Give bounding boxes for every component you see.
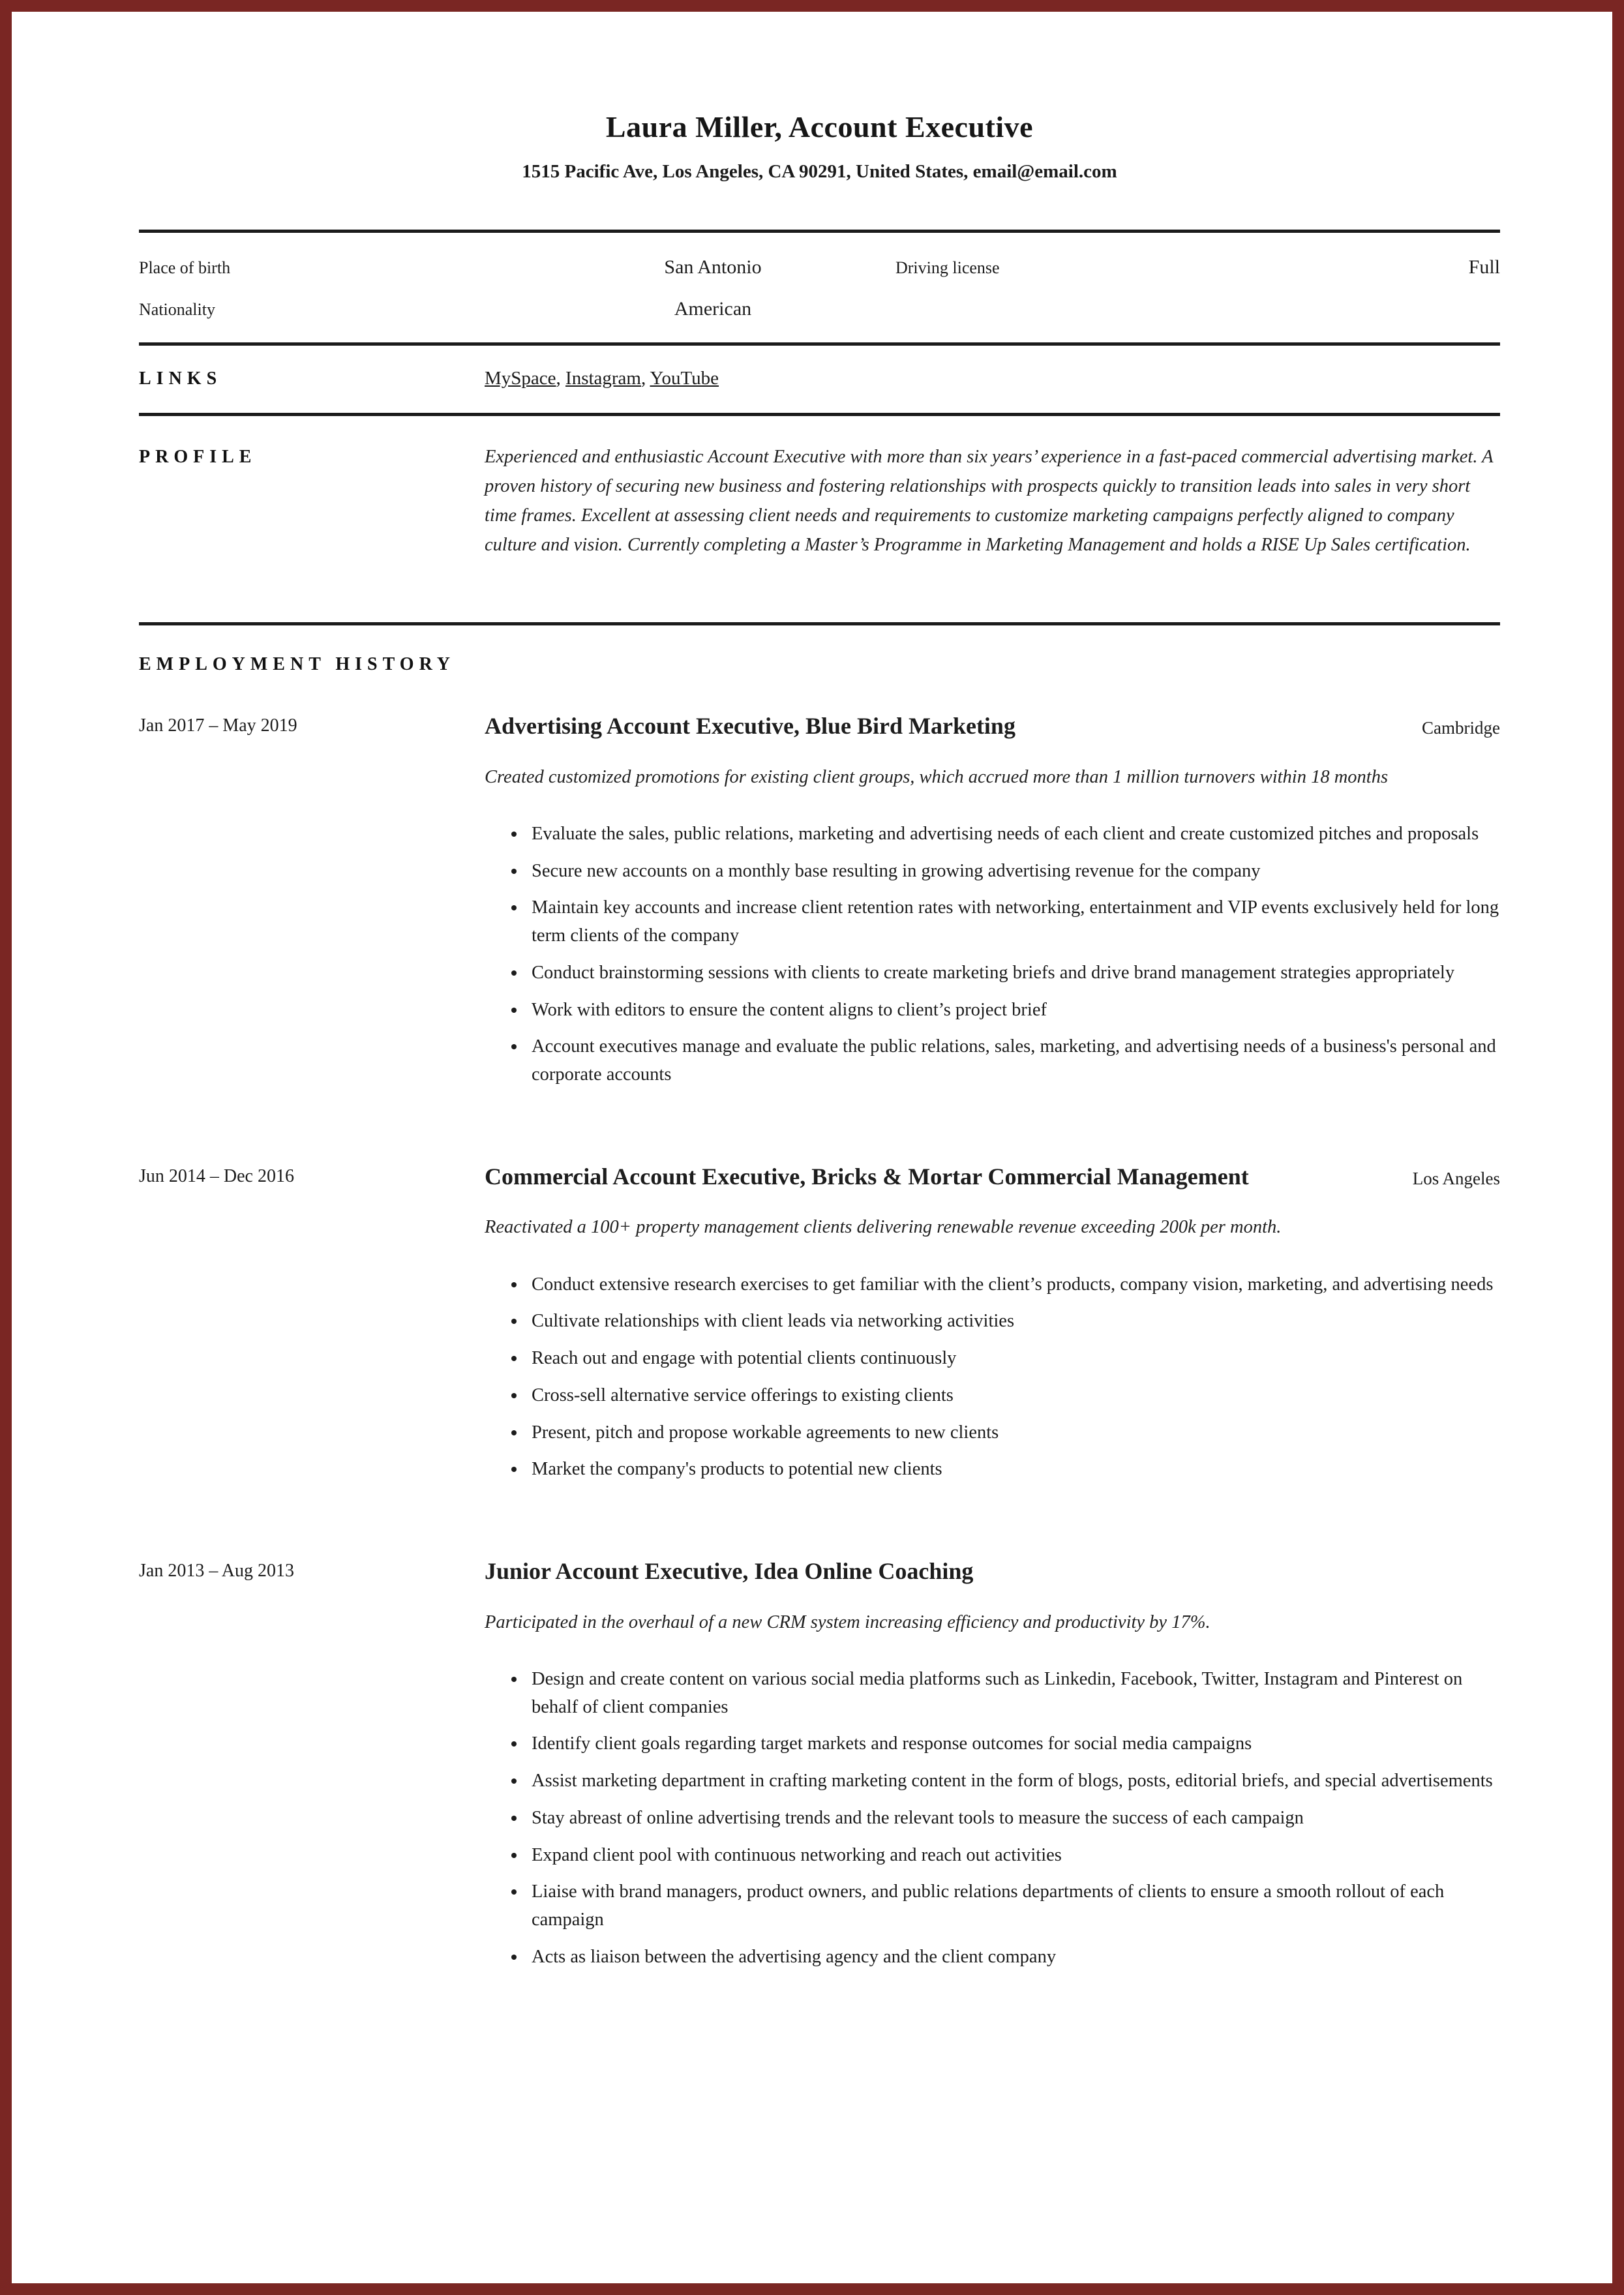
job-dates: Jun 2014 – Dec 2016 [139, 1165, 294, 1186]
bullet-item: • Account executives manage and evaluate the public relations, sales, marketing, and advertising needs of a business's personal and corporate accounts [526, 1033, 1500, 1089]
job-dates: Jan 2017 – May 2019 [139, 715, 297, 736]
links-heading: LINKS [139, 368, 222, 389]
bullet-item: • Design and create content on various social media platforms such as Linkedin, Facebook, Twitter, Instagram and Pinterest on behalf of client companies [526, 1666, 1500, 1722]
job-location: Cambridge [1422, 718, 1500, 738]
bullet-item: • Market the company's products to potential new clients [526, 1456, 1500, 1484]
job-entry [139, 710, 1500, 1098]
link-myspace[interactable]: MySpace [485, 368, 556, 389]
job-summary: Reactivated a 100+ property management clients delivering renewable revenue exceeding 200k per month. [485, 1217, 1282, 1238]
job-title-row [485, 710, 1500, 742]
job-location: Los Angeles [1412, 1168, 1500, 1188]
bullet-item: • Assist marketing department in crafting marketing content in the form of blogs, posts, editorial briefs, and special advertisements [526, 1767, 1500, 1795]
bullet-item: • Reach out and engage with potential clients continuously [526, 1345, 1500, 1373]
job-bullet-list [485, 820, 1500, 1089]
job-title-row [485, 1555, 1500, 1587]
job-main [485, 1555, 1500, 1981]
job-summary: Participated in the overhaul of a new CRM system increasing efficiency and productivity by 17%. [485, 1612, 1210, 1632]
bullet-item: • Conduct brainstorming sessions with clients to create marketing briefs and drive brand management strategies appropriately [526, 959, 1500, 987]
job-title: Advertising Account Executive, Blue Bird Marketing [485, 713, 1015, 740]
details-row-2 [139, 298, 1500, 320]
job-entry [139, 1555, 1500, 1981]
bullet-item: • Secure new accounts on a monthly base resulting in growing advertising revenue for the company [526, 858, 1500, 886]
bullet-item: • Maintain key accounts and increase client retention rates with networking, entertainment and VIP events exclusively held for long term clients of the company [526, 894, 1500, 950]
place-of-birth-label: Place of birth [139, 258, 231, 277]
driving-license-value: Full [1468, 256, 1500, 278]
job-summary: Created customized promotions for existing client groups, which accrued more than 1 million turnovers within 18 months [485, 766, 1389, 787]
job-entry [139, 1161, 1500, 1493]
bullet-item: • Expand client pool with continuous networking and reach out activities [526, 1842, 1500, 1870]
section-divider [139, 622, 1500, 625]
nationality-label: Nationality [139, 300, 215, 319]
job-title-row [485, 1161, 1500, 1193]
bullet-item: • Conduct extensive research exercises to get familiar with the client’s products, company vision, marketing, and advertising needs [526, 1271, 1500, 1299]
nationality-value: American [674, 298, 752, 320]
profile-text: Experienced and enthusiastic Account Executive with more than six years’ experience in a fast-paced commercial advertising market. A proven history of securing new business and fostering relationships with prospects quickly to transition leads into sales in very short time frames. Excellent at assessing client needs and requirements to customize marketing campaigns perfectly aligned to company culture and vision. Currently completing a Master’s Programme in Marketing Management and holds a RISE Up Sales certification. [485, 447, 1493, 556]
link-separator: , [556, 368, 566, 389]
details-row-1 [139, 256, 1500, 278]
bullet-item: • Work with editors to ensure the content aligns to client’s project brief [526, 997, 1500, 1025]
job-dates: Jan 2013 – Aug 2013 [139, 1561, 294, 1582]
profile-heading-column [139, 447, 485, 468]
profile-section [139, 416, 1500, 560]
links-section [139, 346, 1500, 413]
bullet-item: • Stay abreast of online advertising trends and the relevant tools to measure the success of each campaign [526, 1805, 1500, 1833]
links-heading-column [139, 368, 485, 389]
resume-content [12, 12, 1612, 1981]
bullet-item: • Present, pitch and propose workable agreements to new clients [526, 1419, 1500, 1447]
job-main [485, 1161, 1500, 1493]
bullet-item: • Acts as liaison between the advertising agency and the client company [526, 1943, 1500, 1972]
name-title: Laura Miller, Account Executive [605, 110, 1034, 143]
job-bullet-list [485, 1666, 1500, 1972]
job-bullet-list [485, 1271, 1500, 1484]
link-separator: , [641, 368, 650, 389]
links-list [485, 368, 1500, 389]
job-title: Commercial Account Executive, Bricks & Mortar Commercial Management [485, 1163, 1249, 1190]
driving-license-label: Driving license [895, 258, 1000, 277]
bullet-item: • Identify client goals regarding target markets and response outcomes for social media campaigns [526, 1730, 1500, 1758]
place-of-birth-value: San Antonio [664, 256, 762, 278]
link-instagram[interactable]: Instagram [565, 368, 641, 389]
employment-heading: EMPLOYMENT HISTORY [139, 654, 456, 675]
job-title: Junior Account Executive, Idea Online Coaching [485, 1558, 974, 1585]
bullet-item: • Liaise with brand managers, product owners, and public relations departments of clients to ensure a smooth rollout of each campaign [526, 1878, 1500, 1934]
bullet-item: • Cross-sell alternative service offerings to existing clients [526, 1382, 1500, 1410]
resume-header [139, 110, 1500, 183]
link-youtube[interactable]: YouTube [650, 368, 719, 389]
bullet-item: • Evaluate the sales, public relations, marketing and advertising needs of each client and create customized pitches and proposals [526, 820, 1500, 848]
contact-line: 1515 Pacific Ave, Los Angeles, CA 90291, United States, email@email.com [522, 161, 1117, 182]
details-section [139, 233, 1500, 342]
job-main [485, 710, 1500, 1098]
profile-heading: PROFILE [139, 447, 257, 467]
bullet-item: • Cultivate relationships with client leads via networking activities [526, 1308, 1500, 1336]
employment-section [139, 654, 1500, 1981]
profile-body [485, 442, 1500, 560]
